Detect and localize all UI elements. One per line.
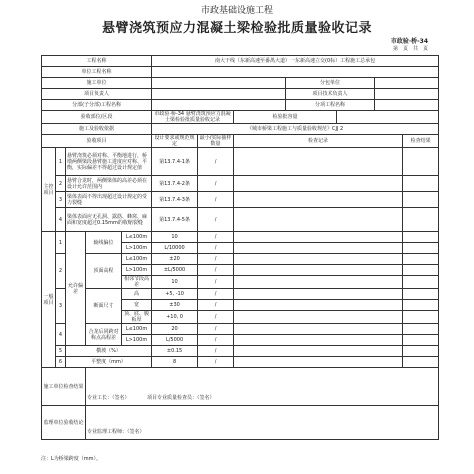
batch-capacity-label: 检验批容量 (234, 111, 337, 124)
main-control-row (42, 148, 439, 176)
general-sub: 宽 (122, 300, 152, 311)
sub-item-label: 分项工程名称 (286, 100, 375, 111)
column-design: 设计要求或规范规定 (152, 135, 198, 148)
row-number: 2 (56, 254, 66, 289)
general-spec: ±0.15 (152, 346, 198, 357)
project-manager-label: 项目负责人 (42, 89, 152, 100)
standard-label: 施工及验收依据 (42, 124, 152, 135)
general-sub: L>100m (122, 335, 152, 346)
general-row (42, 357, 439, 368)
general-record (234, 276, 403, 289)
main-control-result (403, 192, 439, 208)
general-spec: 8 (152, 357, 198, 368)
general-sub: 相邻节段高差 (122, 276, 152, 289)
general-result (403, 243, 439, 254)
general-result (403, 324, 439, 335)
general-record (234, 232, 403, 243)
general-sub: L≤100m (122, 232, 152, 243)
part-name-row (42, 100, 439, 111)
column-result: 检查结果 (403, 135, 439, 148)
main-control-result (403, 176, 439, 192)
general-result (403, 311, 439, 324)
general-row (42, 232, 439, 243)
main-control-item: 梁体表面不得出现超过设计规定的受力裂缝 (66, 192, 152, 208)
subcontract-unit-value (375, 78, 439, 89)
record-number: 市政验·桥-34 悬臂浇筑预应力混凝土梁检验批质量验收记录 (152, 111, 234, 124)
deviation-label: 允许偏差 (66, 232, 86, 346)
column-header-row (42, 135, 439, 148)
page-number: 第 页 共 页 (392, 46, 428, 52)
general-item: 轴线偏位 (86, 232, 122, 254)
main-control-record (234, 176, 403, 192)
general-sample: / (198, 311, 234, 324)
general-record (234, 311, 403, 324)
general-record (234, 346, 403, 357)
row-number: 3 (56, 289, 66, 324)
general-sample: / (198, 289, 234, 300)
general-result (403, 276, 439, 289)
general-row (42, 346, 439, 357)
main-control-ref: 第13.7.4-5条 (152, 208, 198, 232)
general-record (234, 300, 403, 311)
project-name-label: 工程名称 (42, 56, 152, 67)
general-sample: / (198, 324, 234, 335)
general-item: 合龙后同跨对称点高程差 (86, 324, 122, 346)
tech-manager-value (375, 89, 439, 100)
main-control-item: 悬臂浇筑必须对称、平衡地进行，桥墩两侧梁段悬臂施工进度应对称、平衡，实际偏差不得超过设计规定值 (66, 148, 152, 176)
general-sub: L>100m (122, 243, 152, 254)
main-control-item: 悬臂合龙时，两侧梁体的高差必须在设计允许范围内 (66, 176, 152, 192)
general-spec: 10 (152, 232, 198, 243)
document-category: 市政基础设施工程 (200, 6, 273, 16)
main-control-label: 主控项目 (42, 148, 56, 232)
general-result (403, 357, 439, 368)
main-control-row (42, 176, 439, 192)
main-control-sample: / (198, 192, 234, 208)
general-sample: / (198, 265, 234, 276)
sub-item-value (375, 100, 439, 111)
general-row (42, 254, 439, 265)
general-record (234, 254, 403, 265)
form-code: 市政验·桥-34 (390, 38, 428, 45)
unit-name-value (152, 67, 439, 78)
main-control-record (234, 148, 403, 176)
general-spec: ±20 (152, 254, 198, 265)
standard-value: 《城市桥梁工程施工与质量验收规范》CJJ 2 (152, 124, 439, 135)
subcontract-unit-label: 分包单位 (286, 78, 375, 89)
construction-sign-row (42, 368, 439, 406)
unit-name-row (42, 67, 439, 78)
general-row (42, 289, 439, 300)
row-number: 3 (56, 192, 66, 208)
general-spec: +10, 0 (152, 311, 198, 324)
general-item: 平整度（mm） (66, 357, 152, 368)
general-record (234, 243, 403, 254)
batch-capacity-value (337, 111, 439, 124)
general-result (403, 254, 439, 265)
general-sub: 顶、底、腹板厚 (122, 311, 152, 324)
general-item: 横坡（%） (66, 346, 152, 357)
main-control-ref: 第13.7.4-2条 (152, 176, 198, 192)
main-control-item: 梁体表面应无孔洞、露筋、蜂窝、麻面和宽度超过0.15mm的收缩裂缝 (66, 208, 152, 232)
main-control-record (234, 192, 403, 208)
general-sample: / (198, 276, 234, 289)
general-sample: / (198, 300, 234, 311)
general-sample: / (198, 254, 234, 265)
general-spec: ±L/5000 (152, 265, 198, 276)
general-sample: / (198, 335, 234, 346)
general-item: 顶面高程 (86, 254, 122, 289)
general-record (234, 289, 403, 300)
general-result (403, 346, 439, 357)
row-number: 4 (56, 324, 66, 346)
general-spec: L/10000 (152, 243, 198, 254)
general-sub: L≤100m (122, 324, 152, 335)
general-label: 一般项目 (42, 232, 56, 368)
construction-unit-value (152, 78, 286, 89)
general-sample: / (198, 232, 234, 243)
row-number: 6 (56, 357, 66, 368)
manager-row (42, 89, 439, 100)
main-control-ref: 第13.7.4-1条 (152, 148, 198, 176)
main-control-row (42, 192, 439, 208)
general-result (403, 335, 439, 346)
general-record (234, 335, 403, 346)
construction-sign-text: 专业工长：（签名） 项目专业质量检查员：（签名） (86, 368, 439, 406)
construction-unit-label: 施工单位 (42, 78, 152, 89)
general-sub: L≤100m (122, 254, 152, 265)
main-control-sample: / (198, 148, 234, 176)
construction-result-label: 施工单位检查结果 (42, 368, 86, 406)
project-name-row (42, 56, 439, 67)
project-name-value: 南大干线（东新高速至番禺大道）一东新高速立交(0标）工程施工总承包 (152, 56, 439, 67)
general-result (403, 232, 439, 243)
general-record (234, 357, 403, 368)
column-record: 检查记录 (234, 135, 403, 148)
row-number: 4 (56, 208, 66, 232)
row-number: 1 (56, 232, 66, 254)
general-sub: L>100m (122, 265, 152, 276)
general-spec: L/5000 (152, 335, 198, 346)
general-record (234, 265, 403, 276)
column-sample: 最小/实际抽样数量 (198, 135, 234, 148)
tech-manager-label: 项目技术负责人 (286, 89, 375, 100)
row-number: 5 (56, 346, 66, 357)
main-control-result (403, 208, 439, 232)
batch-label: 验收部位/区段 (42, 111, 152, 124)
main-control-record (234, 208, 403, 232)
supervision-sign-row (42, 406, 439, 440)
main-control-sample: / (198, 176, 234, 192)
supervision-sign-text: 专业监理工程师：（签名） (86, 406, 439, 440)
construction-unit-row (42, 78, 439, 89)
general-spec: ±30 (152, 300, 198, 311)
footnote: 注：L为桥梁跨度（mm）。 (41, 456, 102, 462)
general-spec: +5, -10 (152, 289, 198, 300)
main-control-result (403, 148, 439, 176)
general-record (234, 324, 403, 335)
unit-name-label: 单位工程名称 (42, 67, 152, 78)
general-result (403, 300, 439, 311)
general-result (403, 289, 439, 300)
row-number: 1 (56, 148, 66, 176)
general-item: 断面尺寸 (86, 289, 122, 324)
part-name-value (152, 100, 286, 111)
main-control-row (42, 208, 439, 232)
general-row (42, 324, 439, 335)
part-name-label: 分部(子分部)工程名称 (42, 100, 152, 111)
column-item: 验收项目 (42, 135, 152, 148)
supervision-result-label: 监理单位验收结论 (42, 406, 86, 440)
general-sub: 高 (122, 289, 152, 300)
general-spec: 10 (152, 276, 198, 289)
document-title: 悬臂浇筑预应力混凝土梁检验批质量验收记录 (101, 21, 372, 36)
general-sample: / (198, 346, 234, 357)
row-number: 2 (56, 176, 66, 192)
inspection-table (41, 55, 439, 440)
main-control-ref: 第13.7.4-3条 (152, 192, 198, 208)
batch-row (42, 111, 439, 124)
general-spec: 20 (152, 324, 198, 335)
general-sample: / (198, 357, 234, 368)
general-result (403, 265, 439, 276)
project-manager-value (152, 89, 286, 100)
main-control-sample: / (198, 208, 234, 232)
standard-row (42, 124, 439, 135)
general-sample: / (198, 243, 234, 254)
